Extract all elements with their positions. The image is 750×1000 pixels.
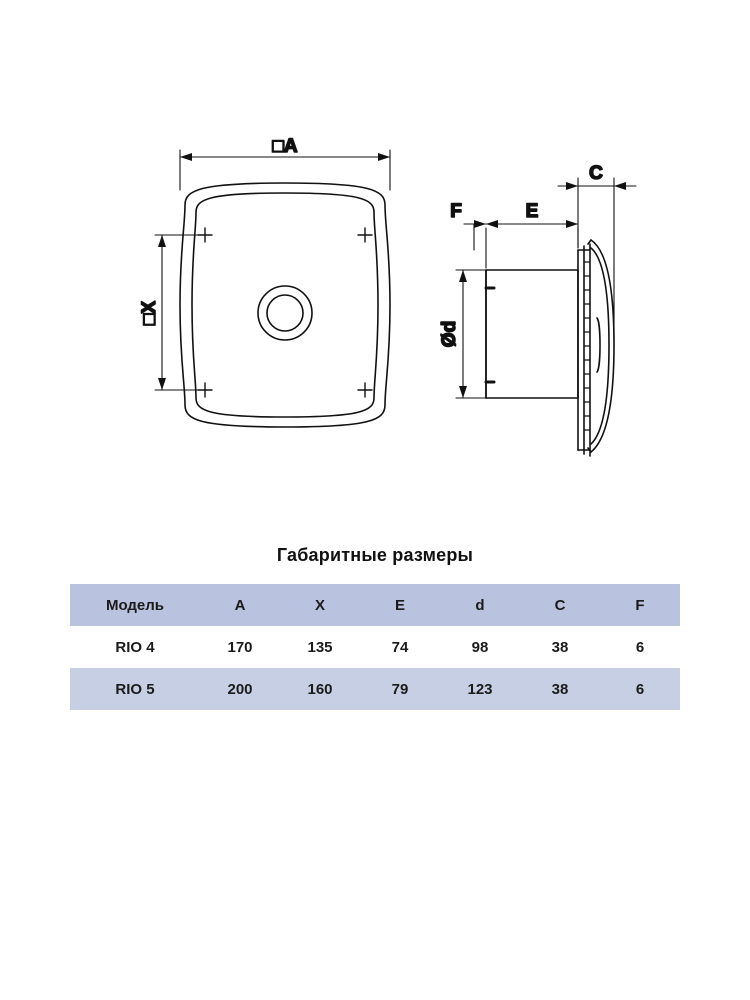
dimension-d (456, 270, 486, 398)
cell-d: 123 (467, 680, 493, 698)
column-header-e: E (394, 596, 405, 614)
cell-model: RIO 4 (115, 638, 155, 656)
column-header-f: F (635, 596, 645, 614)
column-header-d: d (475, 596, 485, 614)
label-d: Ød (439, 320, 460, 348)
cell-d: 98 (471, 638, 489, 656)
column-header-c: C (554, 596, 566, 614)
label-c: C (589, 163, 603, 184)
cell-c: 38 (551, 680, 569, 698)
front-view (139, 136, 390, 427)
cell-x: 135 (307, 638, 333, 656)
cell-x: 160 (307, 680, 333, 698)
front-bezel-outline (192, 193, 378, 417)
column-header-x: X (314, 596, 325, 614)
front-center-circle (258, 286, 312, 340)
column-header-model: Модель (105, 596, 165, 614)
cell-e: 74 (391, 638, 409, 656)
corner-marks (198, 228, 372, 397)
table-header-row (70, 584, 680, 626)
cell-e: 79 (391, 680, 409, 698)
dimension-e (486, 220, 578, 268)
cell-model: RIO 5 (115, 680, 155, 698)
table-title: Габаритные размеры (276, 545, 474, 565)
side-back-box (486, 270, 578, 398)
label-f: F (450, 201, 462, 222)
cell-a: 170 (227, 638, 253, 656)
cell-a: 200 (227, 680, 253, 698)
table-row (70, 626, 680, 668)
cell-f: 6 (635, 680, 645, 698)
side-view (439, 163, 636, 456)
side-rib-ticks (584, 262, 590, 430)
dimension-c (558, 178, 636, 340)
column-header-a: A (234, 596, 246, 614)
dimension-f (464, 220, 486, 250)
front-center-inner-circle (267, 295, 303, 331)
table-body (70, 626, 680, 710)
dimensions-section (0, 545, 750, 710)
table-header (70, 584, 680, 626)
side-cover-slot (597, 318, 600, 372)
label-e: E (525, 201, 539, 222)
dimensions-table (70, 584, 680, 710)
cell-f: 6 (635, 638, 645, 656)
label-x: □X (139, 300, 160, 326)
cell-c: 38 (551, 638, 569, 656)
table-row (70, 668, 680, 710)
label-a: □A (272, 136, 298, 157)
